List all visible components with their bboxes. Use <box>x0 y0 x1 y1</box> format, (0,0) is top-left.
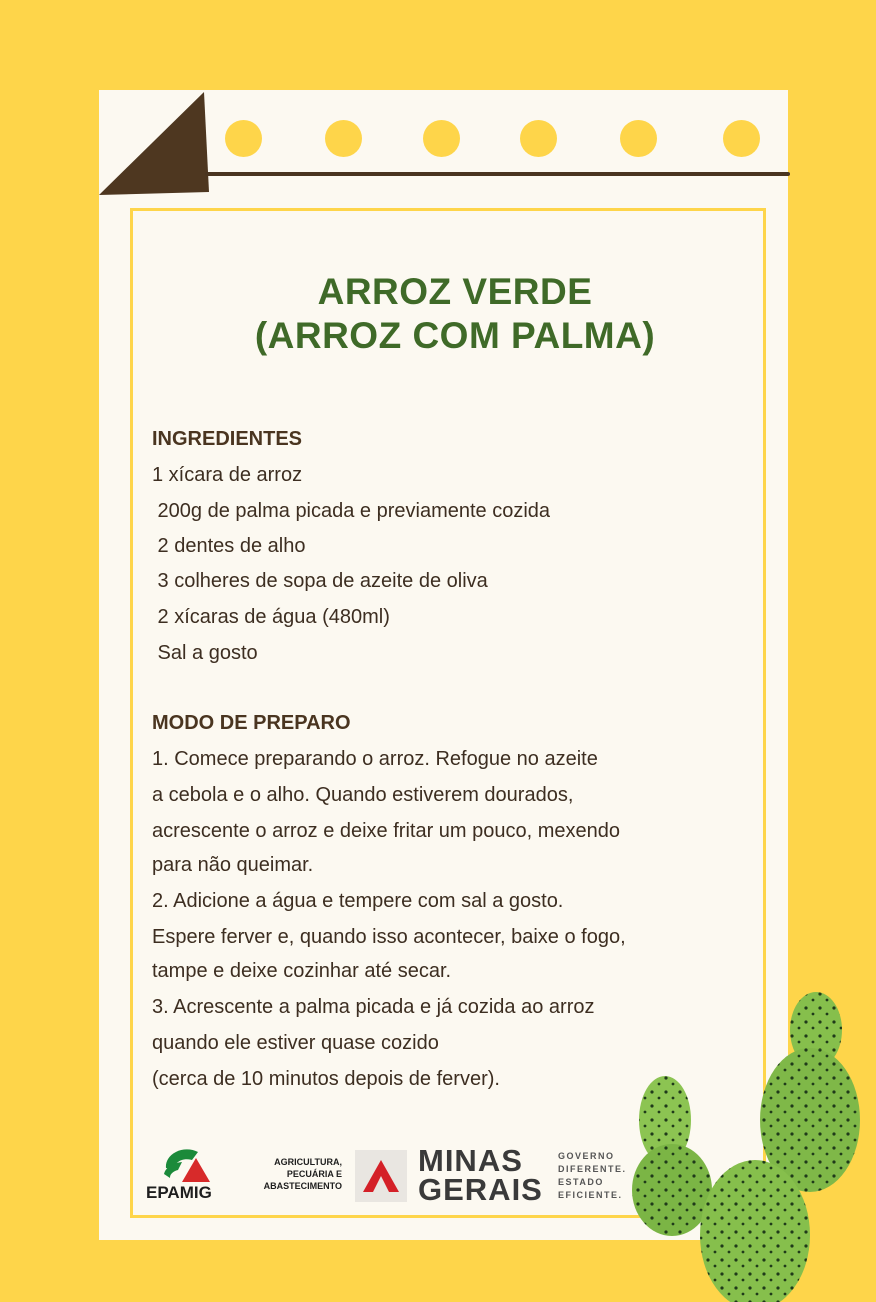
minas-gerais-label <box>418 1143 543 1207</box>
epamig-logo-icon <box>162 1148 212 1184</box>
notebook-hole <box>225 120 262 157</box>
notebook-hole <box>520 120 557 157</box>
agri-line: PECUÁRIA E <box>286 1169 342 1179</box>
method-heading: MODO DE PREPARO <box>152 712 351 734</box>
method-line: 2. Adicione a água e tempere com sal a gosto. <box>152 890 564 912</box>
method-line: para não queimar. <box>152 854 314 876</box>
method-line: Espere ferver e, quando isso acontecer, baixe o fogo, <box>152 926 626 948</box>
ingredient-item: Sal a gosto <box>152 642 258 664</box>
epamig-label: EPAMIG <box>146 1183 212 1202</box>
gov-line: EFICIENTE. <box>558 1190 623 1200</box>
method-line: acrescente o arroz e deixe fritar um pouco, mexendo <box>152 820 621 842</box>
mg-line: MINAS <box>418 1143 523 1178</box>
gov-line: DIFERENTE. <box>558 1164 627 1174</box>
agri-label <box>240 1156 342 1192</box>
ingredient-item: 3 colheres de sopa de azeite de oliva <box>152 570 488 592</box>
mg-line: GERAIS <box>418 1172 543 1207</box>
ingredient-item: 1 xícara de arroz <box>152 464 303 486</box>
method-line: quando ele estiver quase cozido <box>152 1032 439 1054</box>
title-line-1: ARROZ VERDE <box>317 271 593 312</box>
method-line: 1. Comece preparando o arroz. Refogue no azeite <box>152 748 598 770</box>
method-line: (cerca de 10 minutos depois de ferver). <box>152 1068 500 1090</box>
notebook-line <box>205 172 790 176</box>
page-fold-corner-icon <box>99 90 219 200</box>
agri-line: AGRICULTURA, <box>274 1157 342 1167</box>
method-line: a cebola e o alho. Quando estiverem dourados, <box>152 784 574 806</box>
ingredient-item: 2 xícaras de água (480ml) <box>152 606 390 628</box>
ingredient-item: 200g de palma picada e previamente cozida <box>152 500 551 522</box>
title-line-2: (ARROZ COM PALMA) <box>254 315 656 356</box>
minas-gerais-logo-icon <box>355 1150 407 1202</box>
notebook-hole <box>723 120 760 157</box>
agri-line: ABASTECIMENTO <box>263 1181 342 1191</box>
gov-line: GOVERNO <box>558 1151 615 1161</box>
gov-line: ESTADO <box>558 1177 604 1187</box>
notebook-hole <box>423 120 460 157</box>
recipe-title <box>130 270 780 358</box>
method-line: 3. Acrescente a palma picada e já cozida ao arroz <box>152 996 595 1018</box>
notebook-hole <box>620 120 657 157</box>
ingredients-heading: INGREDIENTES <box>152 428 303 450</box>
method-line: tampe e deixe cozinhar até secar. <box>152 960 452 982</box>
ingredient-item: 2 dentes de alho <box>152 535 306 557</box>
gov-slogan <box>558 1150 627 1202</box>
cactus-illustration <box>620 990 876 1302</box>
notebook-hole <box>325 120 362 157</box>
